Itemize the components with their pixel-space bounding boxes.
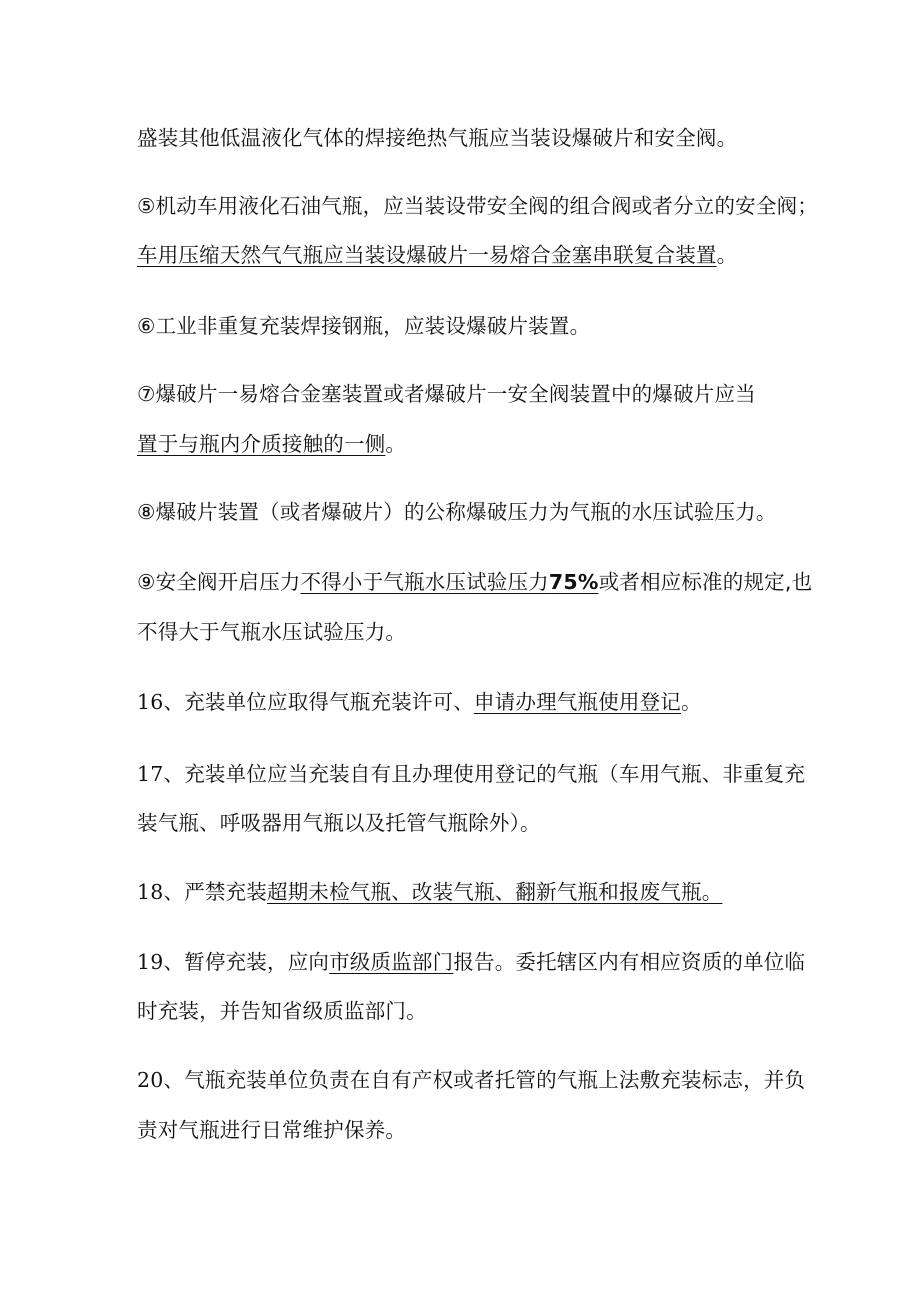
text: 不得大于气瓶水压试验压力。 [137, 620, 407, 644]
text: 盛装其他低温液化气体的焊接绝热气瓶应当装设爆破片和安全阀。 [137, 126, 738, 150]
item-number: 19 [137, 950, 164, 974]
underlined-text: 车用压缩天然气气瓶应当装设爆破片一易熔合金塞串联复合装置 [137, 243, 717, 267]
paragraph-line [137, 997, 427, 1025]
text: ⑨安全阀开启压力 [137, 570, 301, 594]
underlined-text: 置于与瓶内介质接触的一侧 [137, 432, 386, 456]
paragraph-line [137, 498, 777, 526]
text: ⑤机动车用液化石油气瓶，应当装设带安全阀的组合阀或者分立的安全阀； [137, 194, 818, 218]
paragraph-line [137, 124, 737, 152]
text: ⑦爆破片一易熔合金塞装置或者爆破片一安全阀装置中的爆破片应当 [137, 382, 756, 406]
text: ⑧爆破片装置（或者爆破片）的公称爆破压力为气瓶的水压试验压力。 [137, 500, 777, 524]
item-number: 16 [137, 690, 164, 714]
text: 、充装单位应取得气瓶充装许可、 [163, 690, 474, 714]
paragraph-line [137, 241, 737, 269]
text: 。 [716, 243, 738, 267]
paragraph-line [137, 430, 406, 458]
paragraph-line [137, 760, 805, 788]
text: 责对气瓶进行日常维护保养。 [137, 1118, 407, 1142]
paragraph-line [137, 878, 722, 906]
text: 。 [385, 432, 407, 456]
text: ⑥工业非重复充装焊接钢瓶，应装设爆破片装置。 [137, 314, 591, 338]
paragraph-line [137, 688, 702, 716]
text: 报告。委托辖区内有相应资质的单位临 [453, 950, 806, 974]
paragraph-line [137, 1116, 406, 1144]
paragraph-line [137, 192, 818, 220]
paragraph-line [137, 1066, 805, 1094]
text: 、严禁充装 [163, 880, 267, 904]
text: 时充装，并告知省级质监部门。 [137, 999, 427, 1023]
text: 。 [681, 690, 702, 714]
paragraph-line [137, 568, 812, 596]
paragraph-line [137, 380, 756, 408]
text: 装气瓶、呼吸器用气瓶以及托管气瓶除外）。 [137, 811, 541, 835]
text: 或者相应标准的规定,也 [598, 570, 813, 594]
paragraph-line [137, 618, 406, 646]
text: 、暂停充装，应向 [163, 950, 330, 974]
underlined-text: 不得小于气瓶水压试验压力 [300, 570, 549, 594]
underlined-text: 超期未检气瓶、改装气瓶、翻新气瓶和报废气瓶。 [267, 880, 723, 904]
item-number: 17 [137, 762, 164, 786]
item-number: 20 [137, 1068, 164, 1092]
item-number: 18 [137, 880, 164, 904]
underlined-text: 申请办理气瓶使用登记 [474, 690, 681, 714]
text: 、充装单位应当充装自有且办理使用登记的气瓶（车用气瓶、非重复充 [163, 762, 806, 786]
paragraph-line [137, 312, 590, 340]
paragraph-line [137, 809, 541, 837]
percent-value: 75% [548, 570, 599, 594]
text: 、气瓶充装单位负责在自有产权或者托管的气瓶上法敷充装标志，并负 [163, 1068, 806, 1092]
paragraph-line [137, 948, 805, 976]
underlined-text: 市级质监部门 [329, 950, 454, 974]
